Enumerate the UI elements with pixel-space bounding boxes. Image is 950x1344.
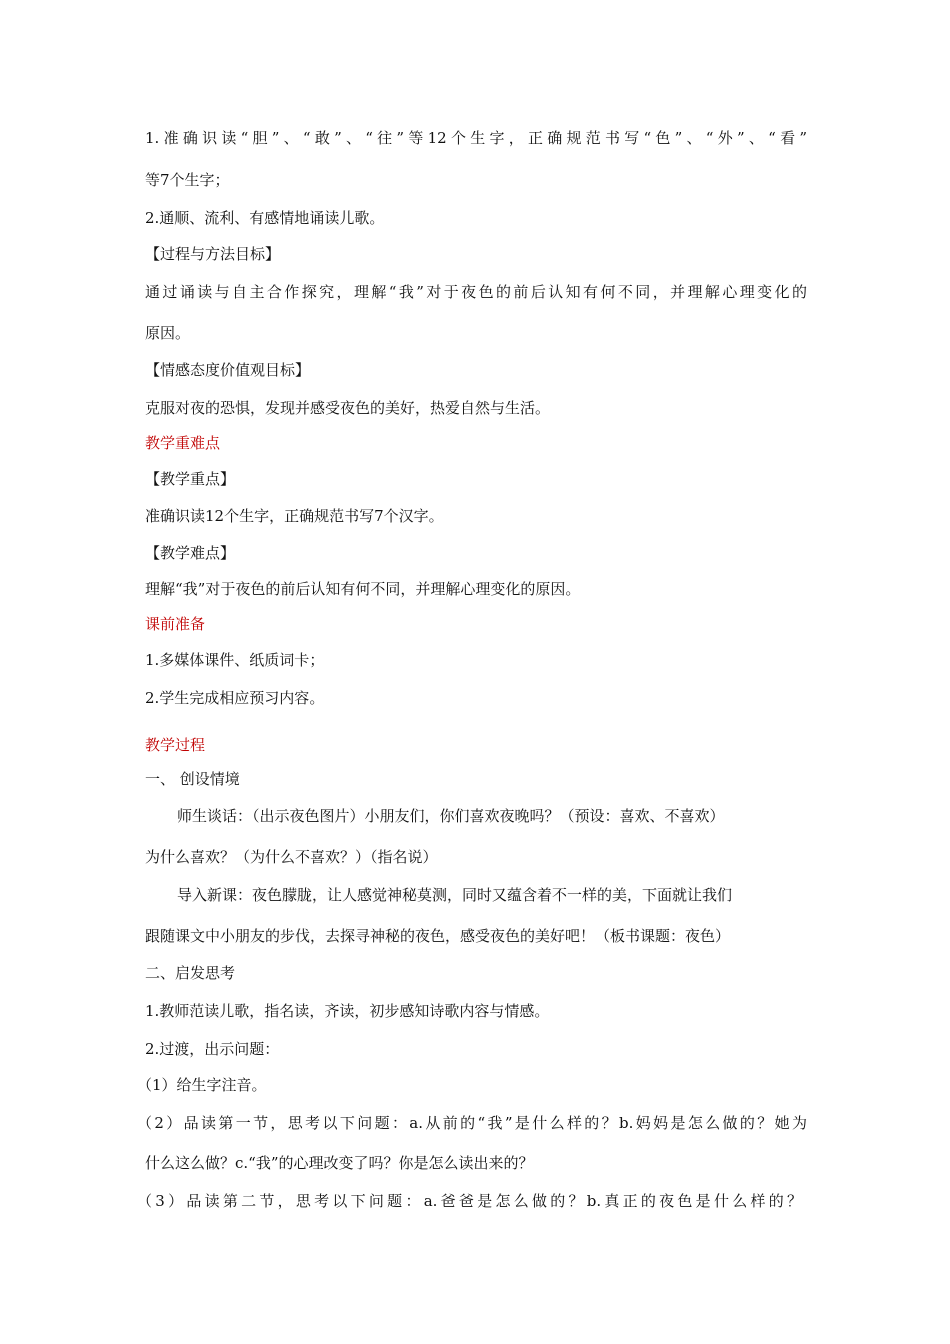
difficult-heading: 【教学难点】 (145, 544, 236, 562)
step2-heading: 二、启发思考 (145, 964, 236, 982)
emotion-heading: 【情感态度价值观目标】 (145, 361, 311, 379)
question-2-line-1: （2）品读第一节，思考以下问题：a.从前的“我”是什么样的？b.妈妈是怎么做的？她为 (137, 1114, 807, 1132)
step2-item-2: 2.过渡，出示问题： (145, 1040, 280, 1058)
step1-paragraph2-line1: 导入新课：夜色朦胧，让人感觉神秘莫测，同时又蕴含着不一样的美，下面就让我们 (177, 886, 733, 904)
step1-heading: 一、 创设情境 (145, 770, 240, 788)
difficult-text: 理解“我”对于夜色的前后认知有何不同，并理解心理变化的原因。 (145, 580, 581, 598)
question-2-line-2: 什么这么做？c.“我”的心理改变了吗？你是怎么读出来的？ (145, 1154, 534, 1172)
process-method-heading: 【过程与方法目标】 (145, 245, 281, 263)
step1-paragraph1-line2: 为什么喜欢？（为什么不喜欢？）（指名说） (145, 848, 438, 866)
emotion-text: 克服对夜的恐惧，发现并感受夜色的美好，热爱自然与生活。 (145, 399, 551, 417)
key-heading: 【教学重点】 (145, 470, 236, 488)
objective-line-1: 1.准确识读“胆”、“敢”、“往”等12个生字，正确规范书写“色”、“外”、“看” (145, 129, 807, 147)
process-method-line-2: 原因。 (145, 324, 191, 342)
step2-item-1: 1.教师范读儿歌，指名读，齐读，初步感知诗歌内容与情感。 (145, 1002, 550, 1020)
step1-paragraph1-line1: 师生谈话：（出示夜色图片）小朋友们，你们喜欢夜晚吗？（预设：喜欢、不喜欢） (177, 807, 725, 825)
prep-item-1: 1.多媒体课件、纸质词卡； (145, 651, 325, 669)
question-1: （1）给生字注音。 (137, 1076, 267, 1094)
prep-item-2: 2.学生完成相应预习内容。 (145, 689, 325, 707)
process-title: 教学过程 (145, 736, 206, 754)
key-difficult-title: 教学重难点 (145, 434, 221, 452)
prep-title: 课前准备 (145, 615, 206, 633)
question-3: （3）品读第二节，思考以下问题：a.爸爸是怎么做的？b.真正的夜色是什么样的？ (137, 1192, 802, 1210)
objective-line-3: 2.通顺、流利、有感情地诵读儿歌。 (145, 209, 385, 227)
step1-paragraph2-line2: 跟随课文中小朋友的步伐，去探寻神秘的夜色，感受夜色的美好吧！（板书课题：夜色） (145, 927, 731, 945)
process-method-line-1: 通过诵读与自主合作探究，理解“我”对于夜色的前后认知有何不同，并理解心理变化的 (145, 283, 807, 301)
objective-line-2: 等7个生字； (145, 171, 230, 189)
key-text: 准确识读12个生字，正确规范书写7个汉字。 (145, 507, 444, 525)
